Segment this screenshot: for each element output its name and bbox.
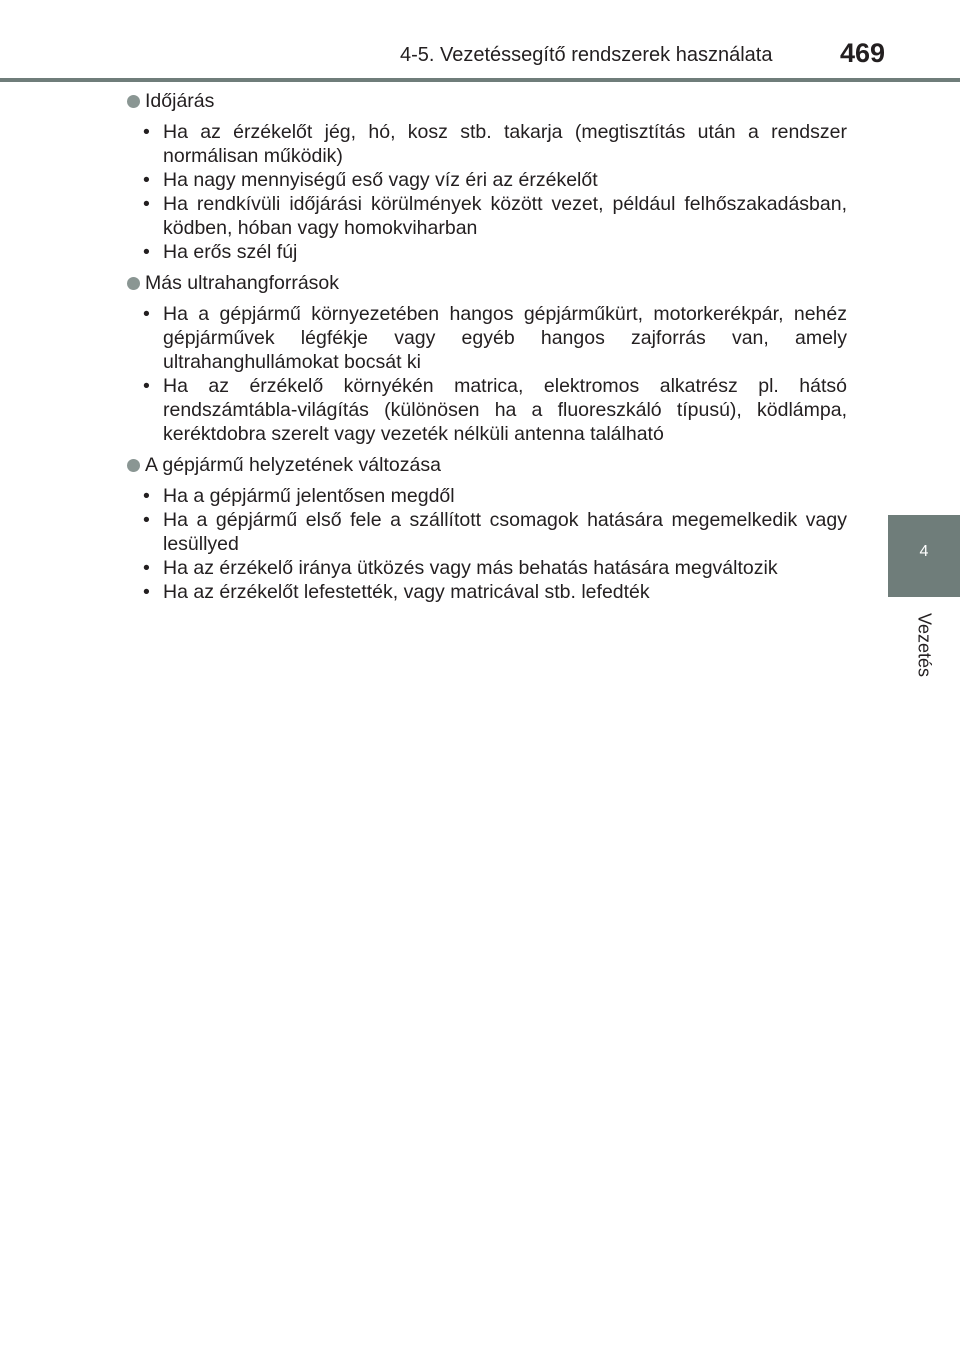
bullet-dot-icon: • <box>143 557 150 579</box>
list-item-text: Ha a gépjármű első fele a szállított csomagok hatására megemelkedik vagy lesüllyed <box>163 509 847 555</box>
section-heading <box>127 270 847 296</box>
list-item-text: Ha az érzékelőt jég, hó, kosz stb. takarja (megtisztítás után a rendszer normálisan működik) <box>163 121 847 167</box>
list-item <box>127 240 847 264</box>
section-heading <box>127 88 847 114</box>
list-item <box>127 580 847 604</box>
item-list <box>127 484 847 604</box>
list-item <box>127 508 847 556</box>
section-heading-text: Időjárás <box>145 90 215 112</box>
bullet-dot-icon: • <box>143 303 150 325</box>
list-item-text: Ha az érzékelőt lefestették, vagy matricával stb. lefedték <box>163 581 650 603</box>
chapter-tab <box>888 515 960 597</box>
list-item-text: Ha az érzékelő környékén matrica, elektromos alkatrész pl. hátsó rendszámtábla-világítás (különösen ha a fluoreszkáló típusú), ködlámpa, keréktdobra szerelt vagy vezeték nélküli antenna található <box>163 375 847 445</box>
bullet-dot-icon: • <box>143 581 150 603</box>
bullet-dot-icon: • <box>143 375 150 397</box>
bullet-dot-icon: • <box>143 241 150 263</box>
page-content <box>127 88 847 610</box>
list-item-text: Ha az érzékelő iránya ütközés vagy más behatás hatására megváltozik <box>163 557 778 579</box>
list-item <box>127 120 847 168</box>
list-item <box>127 374 847 446</box>
list-item-text: Ha a gépjármű környezetében hangos gépjárműkürt, motorkerékpár, nehéz gépjárművek légfékje vagy egyéb hangos zajforrás van, amely ultrahanghullámokat bocsát ki <box>163 303 847 373</box>
bullet-icon <box>127 277 140 290</box>
list-item-text: Ha rendkívüli időjárási körülmények között vezet, például felhőszakadásban, ködben, hóban vagy homokviharban <box>163 193 847 239</box>
bullet-dot-icon: • <box>143 169 150 191</box>
item-list <box>127 302 847 446</box>
bullet-icon <box>127 95 140 108</box>
header-divider <box>0 78 960 82</box>
section-heading-text: A gépjármű helyzetének változása <box>145 454 441 476</box>
bullet-dot-icon: • <box>143 509 150 531</box>
list-item <box>127 192 847 240</box>
list-item-text: Ha erős szél fúj <box>163 241 298 263</box>
bullet-dot-icon: • <box>143 193 150 215</box>
page-number: 469 <box>840 38 886 68</box>
item-list <box>127 120 847 264</box>
list-item-text: Ha a gépjármű jelentősen megdől <box>163 485 455 507</box>
bullet-dot-icon: • <box>143 121 150 143</box>
section-vehicle-position <box>127 452 847 604</box>
bullet-icon <box>127 459 140 472</box>
bullet-dot-icon: • <box>143 485 150 507</box>
section-ultrasound-sources <box>127 270 847 446</box>
section-heading <box>127 452 847 478</box>
list-item <box>127 484 847 508</box>
list-item <box>127 556 847 580</box>
list-item-text: Ha nagy mennyiségű eső vagy víz éri az érzékelőt <box>163 169 598 191</box>
page-header <box>0 0 960 80</box>
list-item <box>127 302 847 374</box>
section-weather <box>127 88 847 264</box>
chapter-number: 4 <box>919 543 929 560</box>
list-item <box>127 168 847 192</box>
section-heading-text: Más ultrahangforrások <box>145 272 340 294</box>
section-title: 4-5. Vezetéssegítő rendszerek használata <box>400 44 773 66</box>
chapter-label: Vezetés <box>914 612 935 678</box>
